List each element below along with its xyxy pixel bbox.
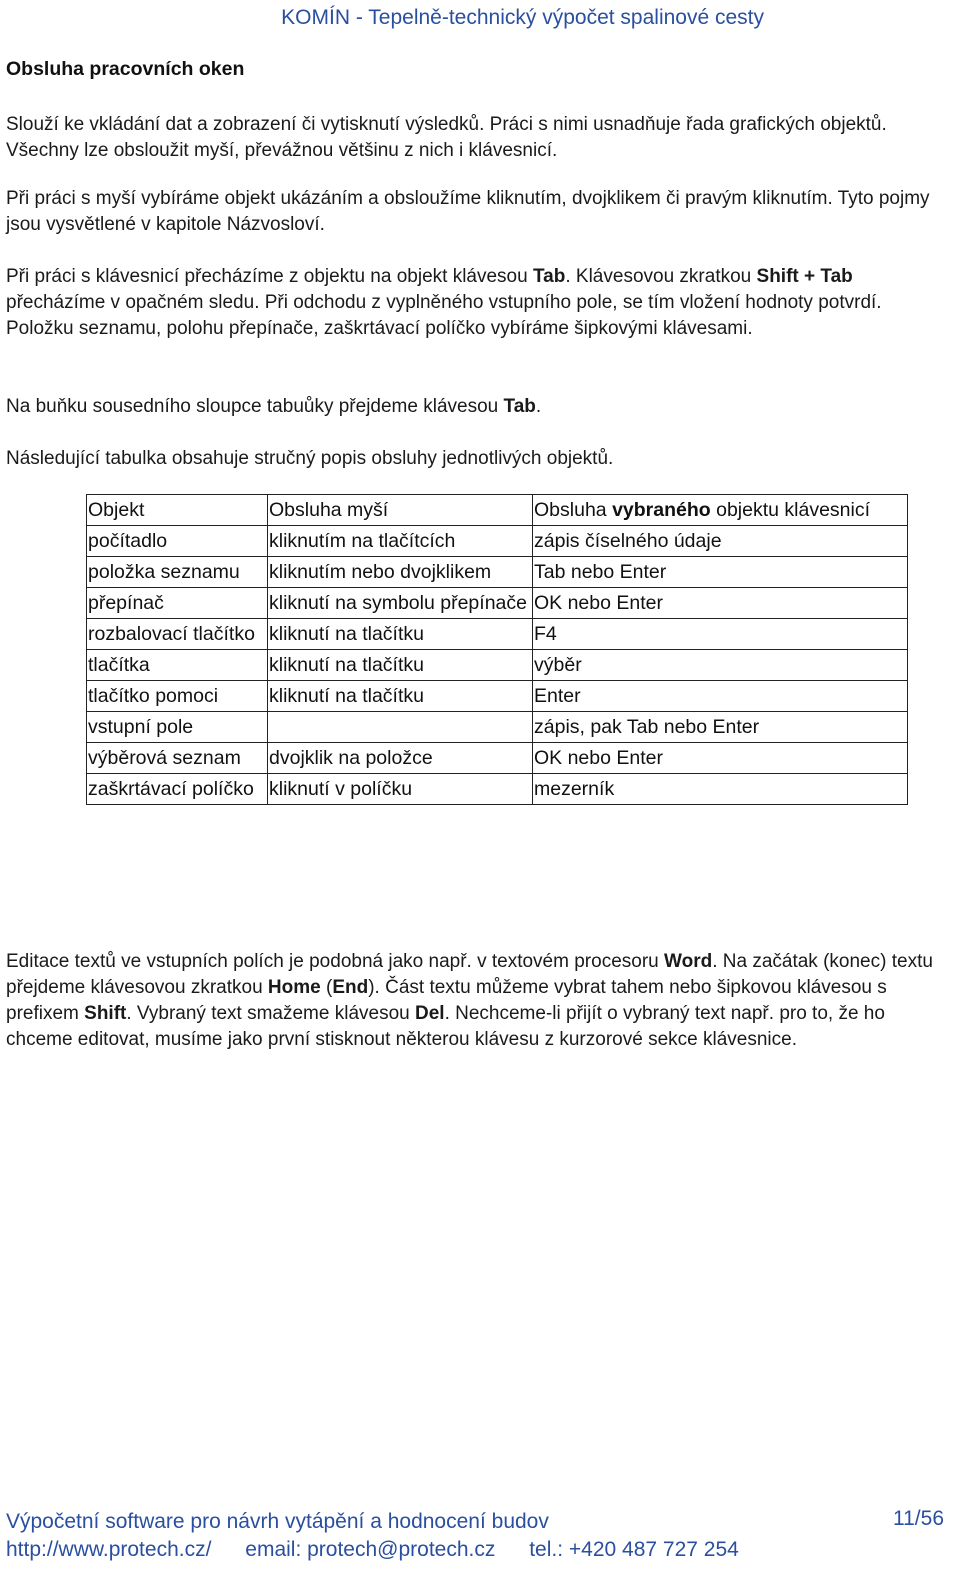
paragraph-table-intro: Následující tabulka obsahuje stručný popis obsluhy jednotlivých objektů. xyxy=(6,448,614,469)
text-segment: Editace textů ve vstupních polích je podobná jako např. v textovém procesoru xyxy=(6,951,664,972)
phone-number: tel.: +420 487 727 254 xyxy=(529,1538,739,1561)
key-tab: Tab xyxy=(532,266,566,287)
cell-mouse xyxy=(268,712,533,743)
cell-mouse: kliknutí na tlačítku xyxy=(268,650,533,681)
cell-object: položka seznamu xyxy=(87,557,268,588)
table-header-row xyxy=(87,495,908,526)
cell-mouse: kliknutí v políčku xyxy=(268,774,533,805)
cell-mouse: kliknutí na symbolu přepínače xyxy=(268,588,533,619)
cell-keyboard: Enter xyxy=(533,681,908,712)
text-segment: přecházíme v opačném sledu. Při odchodu z vyplněného vstupního pole, se tím vložení hodnoty potvrdí. Položku seznamu, polohu přepínače, zaškrtávací políčko vybíráme šipkovými klávesami. xyxy=(6,292,882,339)
cell-mouse: dvojklik na položce xyxy=(268,743,533,774)
cell-mouse: kliknutí na tlačítku xyxy=(268,619,533,650)
page-header-title: KOMÍN - Tepelně-technický výpočet spalinové cesty xyxy=(281,6,764,29)
cell-keyboard: zápis, pak Tab nebo Enter xyxy=(533,712,908,743)
text-segment: . Klávesovou zkratkou xyxy=(565,266,757,287)
text-segment: ( xyxy=(320,977,333,998)
key-home: Home xyxy=(267,977,321,998)
text-emphasis: vybraného xyxy=(612,499,711,521)
paragraph-mouse: Při práci s myší vybíráme objekt ukázáním a obsloužíme kliknutím, dvojklikem či pravým kliknutím. Tyto pojmy jsou vysvětlené v kapitole Názvosloví. xyxy=(6,188,930,235)
text-segment: Na buňku sousedního sloupce tabuůky přejdeme klávesou xyxy=(6,396,504,417)
paragraph-editing xyxy=(6,949,946,1053)
key-tab: Tab xyxy=(503,396,536,417)
cell-object: rozbalovací tlačítko xyxy=(87,619,268,650)
table-row xyxy=(87,588,908,619)
text-segment: Obsluha xyxy=(534,499,613,521)
cell-mouse: kliknutí na tlačítku xyxy=(268,681,533,712)
page-number: 11/56 xyxy=(893,1507,944,1530)
paragraph-table-cell xyxy=(6,394,946,420)
cell-keyboard: zápis číselného údaje xyxy=(533,526,908,557)
cell-keyboard: F4 xyxy=(533,619,908,650)
footer-title: Výpočetní software pro návrh vytápění a hodnocení budov xyxy=(6,1510,549,1533)
text-segment: objektu klávesnicí xyxy=(710,499,871,521)
text-segment: . Na začátak (konec) textu přejdeme klávesovou zkratkou xyxy=(6,951,933,998)
table-row xyxy=(87,619,908,650)
header-object: Objekt xyxy=(87,495,268,526)
table-row xyxy=(87,526,908,557)
header-mouse: Obsluha myší xyxy=(268,495,533,526)
email-link[interactable]: email: protech@protech.cz xyxy=(245,1538,496,1561)
text-segment: ). Část textu můžeme vybrat tahem nebo šipkovou klávesou s prefixem xyxy=(6,977,887,1024)
section-title: Obsluha pracovních oken xyxy=(6,58,245,80)
cell-object: přepínač xyxy=(87,588,268,619)
operations-table xyxy=(86,494,908,805)
cell-keyboard: mezerník xyxy=(533,774,908,805)
table-row xyxy=(87,650,908,681)
cell-object: výběrová seznam xyxy=(87,743,268,774)
cell-keyboard: OK nebo Enter xyxy=(533,743,908,774)
table-row xyxy=(87,712,908,743)
paragraph-keyboard xyxy=(6,264,946,342)
text-segment: Při práci s klávesnicí přecházíme z objektu na objekt klávesou xyxy=(6,266,533,287)
cell-mouse: kliknutím nebo dvojklikem xyxy=(268,557,533,588)
text-segment: . xyxy=(535,396,542,417)
text-segment: . Nechceme-li přijít o vybraný text např. pro to, že ho chceme editovat, musíme jako první stisknout některou klávesu z kurzorové sekce klávesnice. xyxy=(6,1003,885,1050)
cell-keyboard: OK nebo Enter xyxy=(533,588,908,619)
cell-object: tlačítko pomoci xyxy=(87,681,268,712)
key-shift-tab: Shift + Tab xyxy=(756,266,853,287)
header-keyboard xyxy=(533,495,908,526)
text-segment: . Vybraný text smažeme klávesou xyxy=(126,1003,415,1024)
term-word: Word xyxy=(664,951,713,972)
cell-object: počítadlo xyxy=(87,526,268,557)
key-shift: Shift xyxy=(84,1003,127,1024)
website-link[interactable]: http://www.protech.cz/ xyxy=(6,1538,212,1561)
cell-keyboard: výběr xyxy=(533,650,908,681)
cell-mouse: kliknutím na tlačítcích xyxy=(268,526,533,557)
table-row xyxy=(87,557,908,588)
table-row xyxy=(87,774,908,805)
table-row xyxy=(87,681,908,712)
cell-keyboard: Tab nebo Enter xyxy=(533,557,908,588)
key-del: Del xyxy=(415,1003,445,1024)
footer-contacts xyxy=(6,1538,739,1562)
cell-object: tlačítka xyxy=(87,650,268,681)
table-row xyxy=(87,743,908,774)
cell-object: zaškrtávací políčko xyxy=(87,774,268,805)
paragraph-intro: Slouží ke vkládání dat a zobrazení či vytisknutí výsledků. Práci s nimi usnadňuje řada grafických objektů. Všechny lze obsloužit myší, převážnou většinu z nich i klávesnicí. xyxy=(6,114,887,161)
key-end: End xyxy=(332,977,369,998)
cell-object: vstupní pole xyxy=(87,712,268,743)
